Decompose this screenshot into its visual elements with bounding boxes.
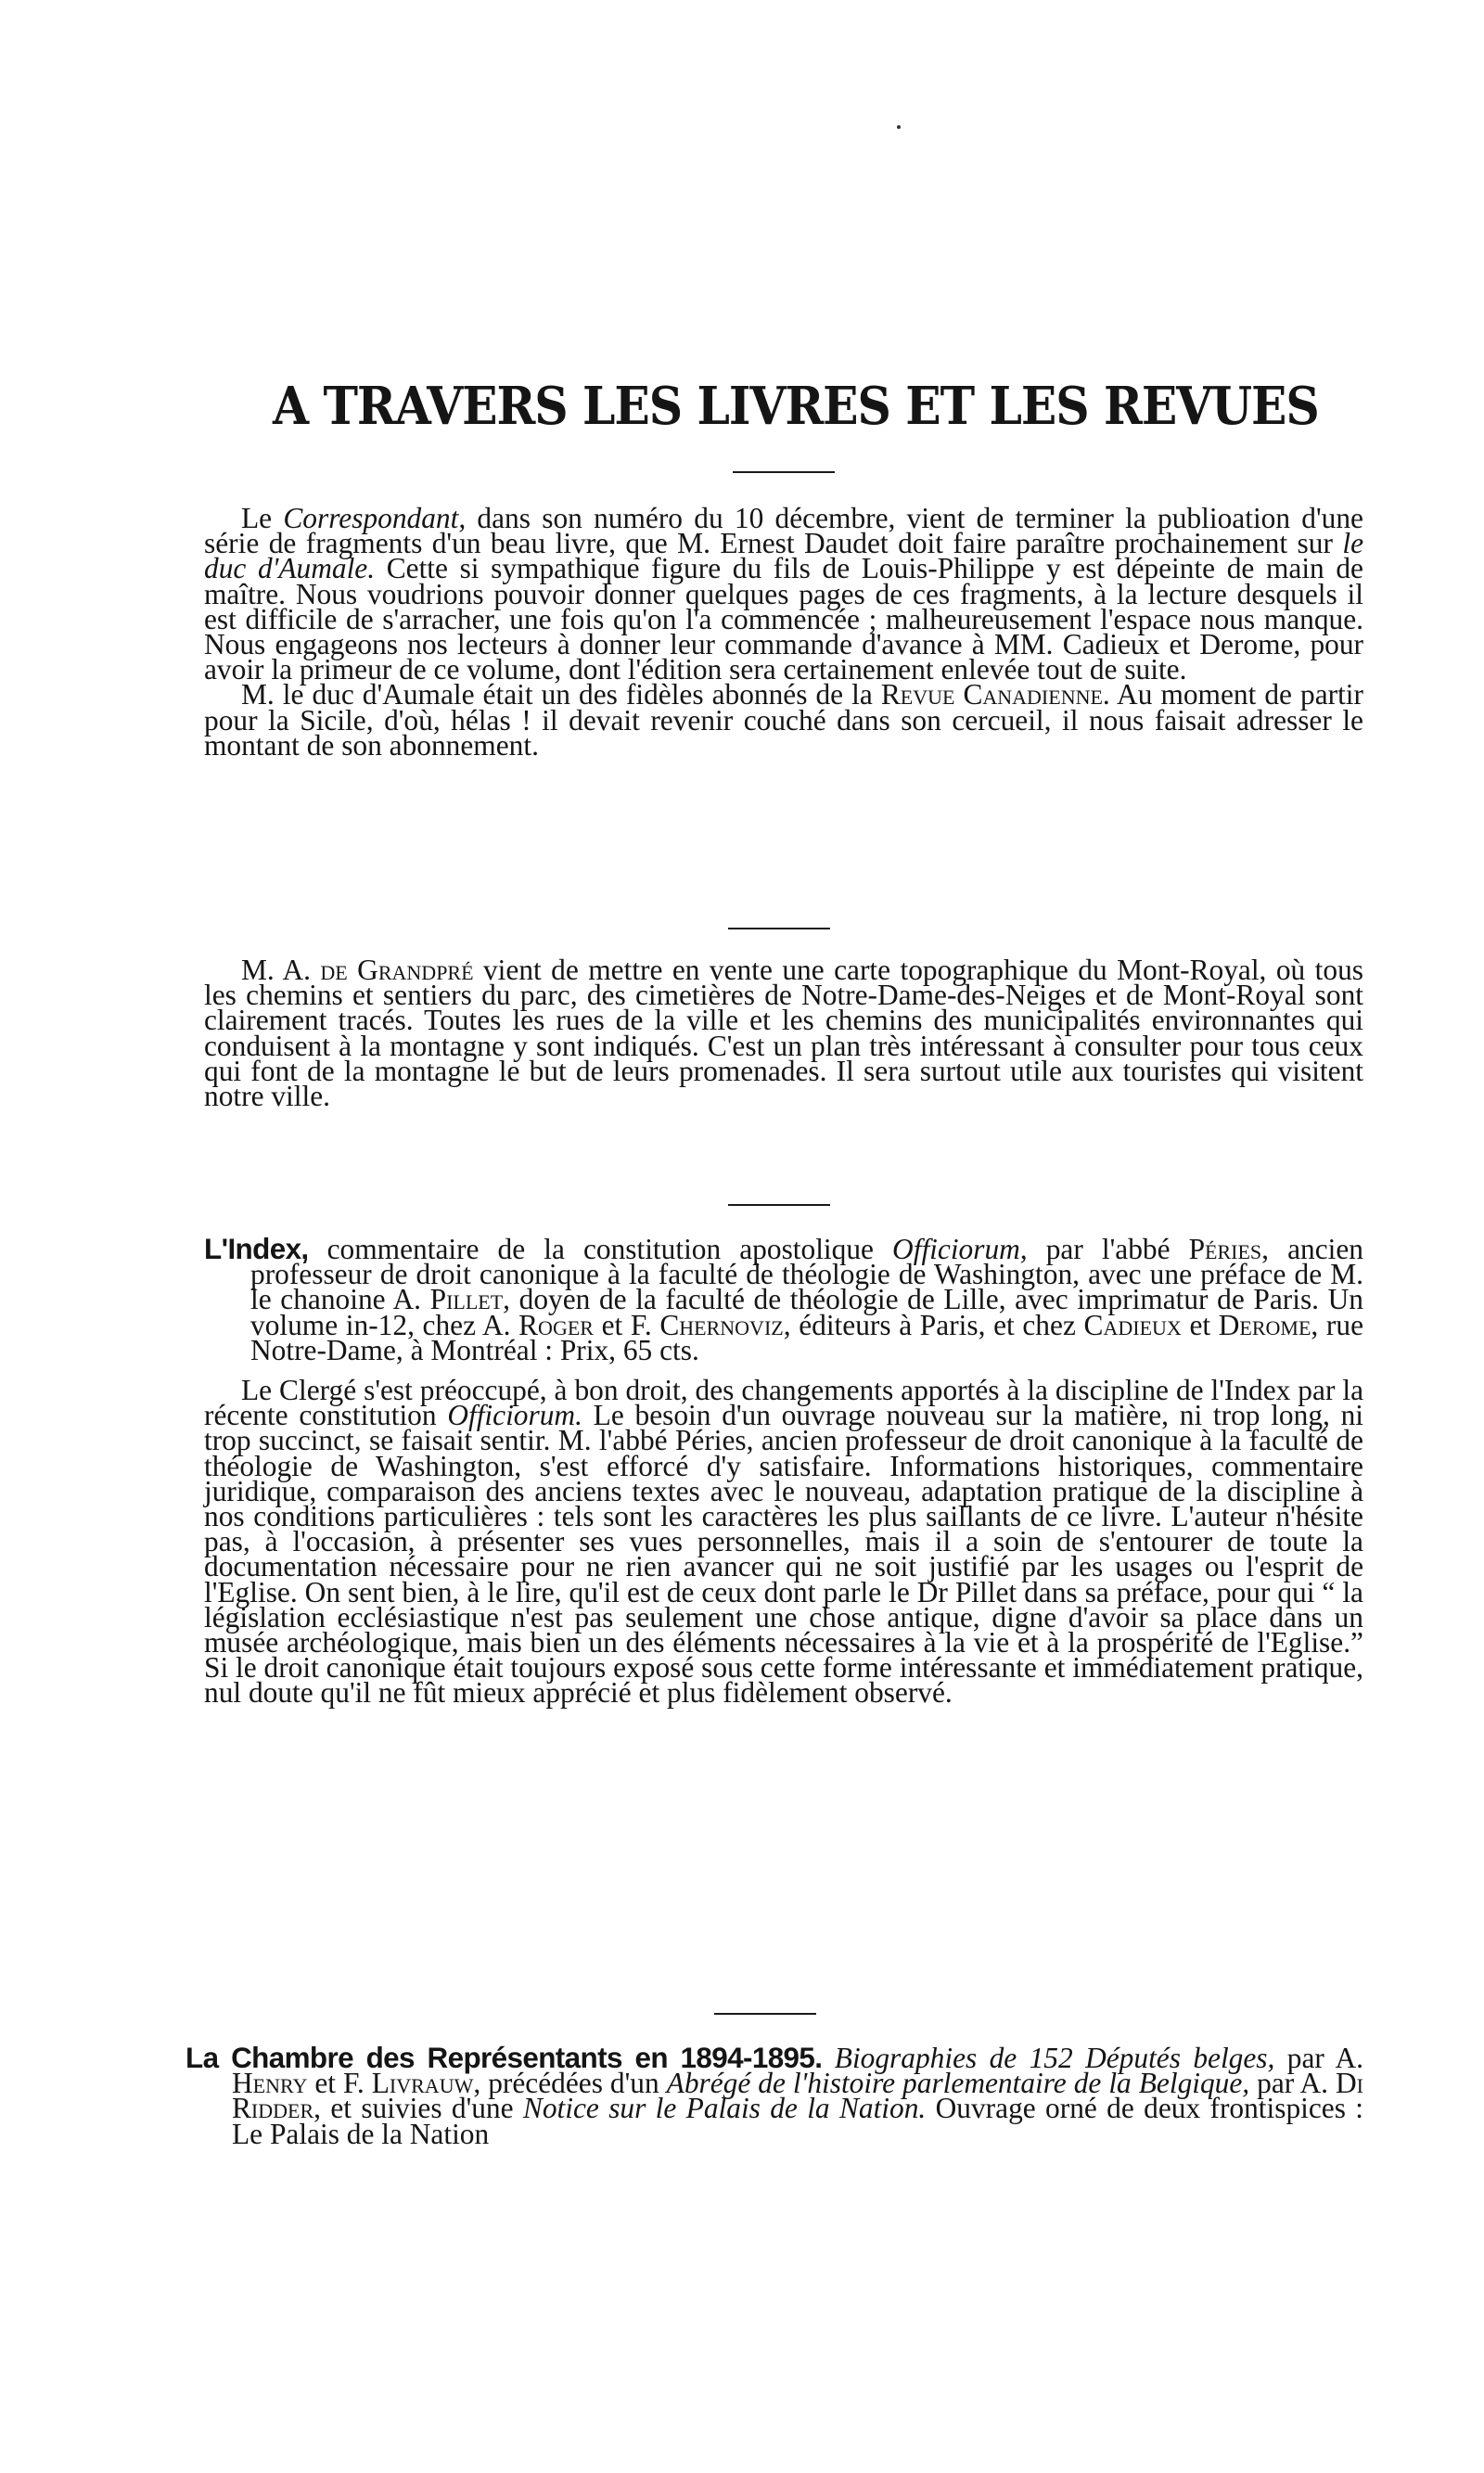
print-speck [897, 125, 901, 129]
section-index [204, 1233, 1364, 1710]
section-divider [733, 471, 835, 473]
section-divider [728, 928, 830, 929]
paragraph: Le Clergé s'est préoccupé, à bon droit, des changements apportés à la discipline de l'Index par la récente constitution Officiorum. Le besoin d'un ouvrage nouveau sur la matière, ni trop long, ni trop succinct, se faisait sentir. M. l'abbé Péries, ancien professeur de droit canonique à la faculté de théologie de Washington, s'est efforcé d'y satisfaire. Informations historiques, commentaire juridique, comparaison des anciens textes avec le nouveau, adaptation pratique de la discipline à nos conditions particulières : tels sont les caractères les plus saillants de ce livre. L'auteur n'hésite pas, à l'occasion, à présenter ses vues personnelles, mais il a soin de s'entourer de toute la documentation nécessaire pour ne rien avancer qui ne soit justifié par les usages ou l'esprit de l'Eglise. On sent bien, à le lire, qu'il est de ceux dont parle le Dr Pillet dans sa préface, pour qui “ la législation ecclésiastique n'est pas seulement une chose antique, digne d'avoir sa place dans un musée archéologique, mais bien un des éléments nécessaires à la vie et à la prospérité de l'Eglise.” Si le droit canonique était toujours exposé sous cette forme intéressante et immédiatement pratique, nul doute qu'il ne fût mieux apprécié et plus fidèlement observé. [204, 1374, 1364, 1710]
paragraph: Le Correspondant, dans son numéro du 10 décembre, vient de terminer la publioation d'une série de fragments d'un beau livre, que M. Ernest Daudet doit faire paraître prochainement sur le duc d'Aumale. Cette si sympathique figure du fils de Louis-Philippe y est dépeinte de main de maître. Nous voudrions pouvoir donner quelques pages de ces fragments, à la lecture desquels il est difficile de s'arracher, une fois qu'on l'a commencée ; malheureusement l'espace nous manque. Nous engageons nos lecteurs à donner leur commande d'avance à MM. Cadieux et Derome, pour avoir la primeur de ce volume, dont l'édition sera certainement enlevée tout de suite. [204, 502, 1363, 686]
paragraph: M. A. de Grandpré vient de mettre en vente une carte topographique du Mont-Royal, où tous les chemins et sentiers du parc, des cimetières de Notre-Dame-des-Neiges et de Mont-Royal sont clairement tracés. Toutes les rues de la ville et les chemins des municipalités environnantes qui conduisent à la montagne y sont indiqués. C'est un plan très intéressant à consulter pour tous ceux qui font de la montagne le but de leurs promenades. Il sera surtout utile aux touristes qui visitent notre ville. [204, 954, 1363, 1113]
book-entry: L'Index, commentaire de la constitution apostolique Officiorum, par l'abbé Péries, ancien professeur de droit canonique à la faculté de théologie de Washington, avec une préface de M. le chanoine A. Pillet, doyen de la faculté de théologie de Lille, avec imprimatur de Paris. Un volume in-12, chez A. Roger et F. Chernoviz, éditeurs à Paris, et chez Cadieux et Derome, rue Notre-Dame, à Montréal : Prix, 65 cts. [204, 1233, 1363, 1366]
section-divider [728, 1204, 830, 1206]
section-chambre [186, 2042, 1364, 2150]
section-correspondant [204, 502, 1363, 762]
section-divider [714, 2013, 816, 2015]
section-grandpre [204, 954, 1363, 1113]
page-title: A TRAVERS LES LIVRES ET LES REVUES [273, 376, 1319, 437]
paragraph: M. le duc d'Aumale était un des fidèles abonnés de la Revue Canadienne. Au moment de partir pour la Sicile, d'où, hélas ! il devait revenir couché dans son cercueil, il nous faisait adresser le montant de son abonnement. [204, 678, 1363, 762]
book-entry: La Chambre des Représentants en 1894-1895. Biographies de 152 Députés belges, par A. Henry et F. Livrauw, précédées d'un Abrégé de l'histoire parlementaire de la Belgique, par A. Di Ridder, et suivies d'une Notice sur le Palais de la Nation. Ouvrage orné de deux frontispices : Le Palais de la Nation [186, 2042, 1364, 2150]
